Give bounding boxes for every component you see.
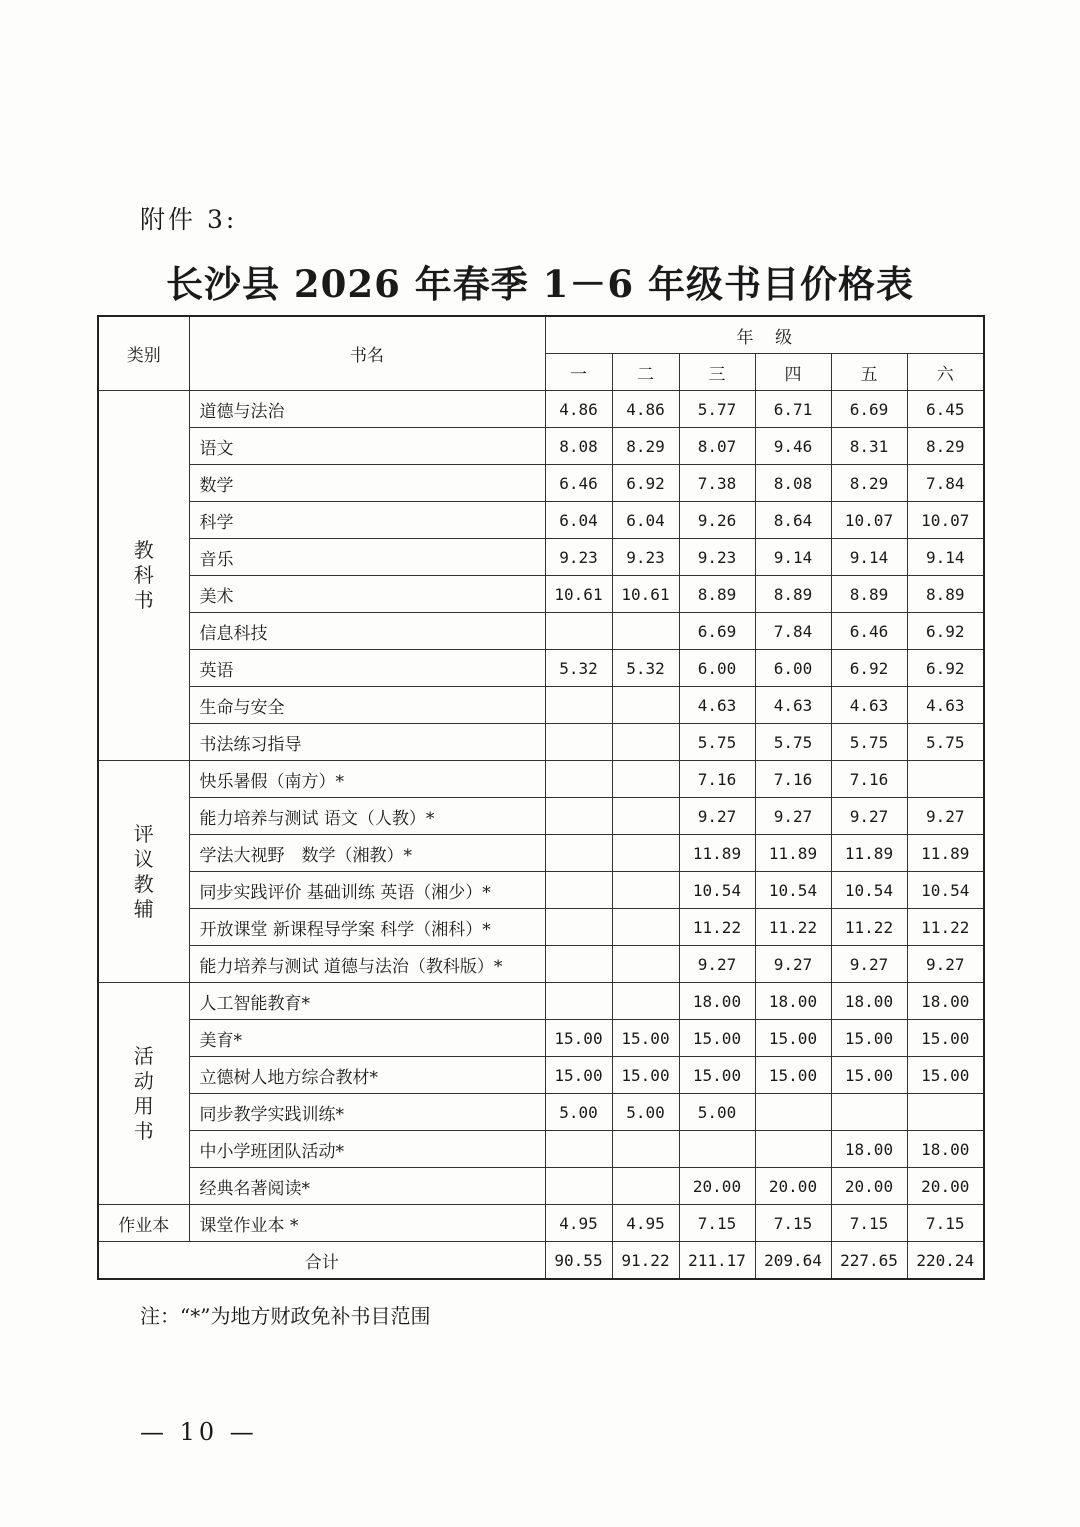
- price-grade-6: 6.45: [907, 391, 984, 428]
- table-row: [98, 1168, 984, 1205]
- category-cell: [98, 761, 189, 983]
- price-grade-5: 20.00: [831, 1168, 907, 1205]
- category-label: 活动用书: [133, 1043, 154, 1143]
- price-grade-1: [545, 983, 612, 1020]
- header-book-name: 书名: [189, 316, 545, 391]
- price-grade-2: 5.32: [612, 650, 679, 687]
- price-grade-2: [612, 1131, 679, 1168]
- page-title: 长沙县 2026 年春季 1－6 年级书目价格表: [166, 262, 914, 306]
- price-grade-6: 10.54: [907, 872, 984, 909]
- table-row: [98, 465, 984, 502]
- price-grade-4: 6.71: [755, 391, 831, 428]
- price-grade-5: 6.46: [831, 613, 907, 650]
- book-name: 立德树人地方综合教材*: [189, 1057, 545, 1094]
- price-grade-1: [545, 946, 612, 983]
- total-grade-4: 209.64: [755, 1242, 831, 1280]
- price-grade-4: 5.75: [755, 724, 831, 761]
- price-grade-6: 10.07: [907, 502, 984, 539]
- price-grade-2: [612, 983, 679, 1020]
- price-grade-5: 8.29: [831, 465, 907, 502]
- price-grade-6: [907, 761, 984, 798]
- price-grade-4: 20.00: [755, 1168, 831, 1205]
- price-grade-4: 8.89: [755, 576, 831, 613]
- price-grade-2: [612, 687, 679, 724]
- total-grade-2: 91.22: [612, 1242, 679, 1280]
- price-grade-2: 9.23: [612, 539, 679, 576]
- header-grade-5: 五: [831, 354, 907, 391]
- price-grade-5: 6.69: [831, 391, 907, 428]
- total-label: 合计: [98, 1242, 545, 1280]
- price-grade-3: 8.89: [679, 576, 755, 613]
- price-grade-1: 8.08: [545, 428, 612, 465]
- book-name: 同步教学实践训练*: [189, 1094, 545, 1131]
- page-number: — 10 —: [140, 1418, 258, 1446]
- price-grade-5: 11.89: [831, 835, 907, 872]
- header-grade-3: 三: [679, 354, 755, 391]
- price-grade-6: 7.84: [907, 465, 984, 502]
- price-grade-3: 7.16: [679, 761, 755, 798]
- book-name: 能力培养与测试 道德与法治（教科版）*: [189, 946, 545, 983]
- header-grade-6: 六: [907, 354, 984, 391]
- price-grade-2: 4.86: [612, 391, 679, 428]
- price-grade-1: [545, 761, 612, 798]
- price-grade-2: [612, 872, 679, 909]
- price-grade-3: 10.54: [679, 872, 755, 909]
- price-grade-3: 7.38: [679, 465, 755, 502]
- price-grade-5: 8.89: [831, 576, 907, 613]
- price-grade-5: 9.27: [831, 798, 907, 835]
- price-grade-2: [612, 835, 679, 872]
- price-grade-6: 8.29: [907, 428, 984, 465]
- price-grade-2: [612, 946, 679, 983]
- price-grade-3: 15.00: [679, 1057, 755, 1094]
- price-grade-5: 9.14: [831, 539, 907, 576]
- header-category: 类别: [98, 316, 189, 391]
- price-grade-2: 4.95: [612, 1205, 679, 1242]
- price-grade-6: 18.00: [907, 1131, 984, 1168]
- table-row: [98, 1131, 984, 1168]
- book-name: 科学: [189, 502, 545, 539]
- table-body: [98, 391, 984, 1242]
- price-grade-4: 9.27: [755, 798, 831, 835]
- price-grade-4: 18.00: [755, 983, 831, 1020]
- price-grade-5: 5.75: [831, 724, 907, 761]
- table-row: [98, 761, 984, 798]
- price-grade-1: 5.32: [545, 650, 612, 687]
- price-grade-1: [545, 872, 612, 909]
- price-grade-6: 8.89: [907, 576, 984, 613]
- price-grade-5: 18.00: [831, 1131, 907, 1168]
- category-cell: [98, 983, 189, 1205]
- price-grade-6: 15.00: [907, 1057, 984, 1094]
- category-label: 教科书: [133, 538, 154, 612]
- price-grade-6: 9.27: [907, 798, 984, 835]
- price-grade-5: 9.27: [831, 946, 907, 983]
- price-grade-3: 5.75: [679, 724, 755, 761]
- price-grade-3: 5.00: [679, 1094, 755, 1131]
- table-row: [98, 909, 984, 946]
- table-row: [98, 687, 984, 724]
- price-grade-2: [612, 724, 679, 761]
- attachment-label: 附件 3:: [140, 205, 238, 234]
- price-grade-1: 15.00: [545, 1057, 612, 1094]
- price-grade-5: 7.15: [831, 1205, 907, 1242]
- header-grade: 年 级: [545, 316, 984, 354]
- price-grade-4: 7.84: [755, 613, 831, 650]
- price-grade-4: [755, 1094, 831, 1131]
- total-grade-6: 220.24: [907, 1242, 984, 1280]
- price-grade-4: [755, 1131, 831, 1168]
- price-grade-3: 8.07: [679, 428, 755, 465]
- price-grade-3: 9.26: [679, 502, 755, 539]
- book-name: 音乐: [189, 539, 545, 576]
- price-grade-3: 9.27: [679, 798, 755, 835]
- price-grade-4: 6.00: [755, 650, 831, 687]
- book-name: 开放课堂 新课程导学案 科学（湘科）*: [189, 909, 545, 946]
- category-label: 作业本: [118, 1215, 170, 1236]
- price-grade-4: 7.16: [755, 761, 831, 798]
- price-grade-1: [545, 835, 612, 872]
- price-grade-5: 6.92: [831, 650, 907, 687]
- price-grade-2: 6.92: [612, 465, 679, 502]
- table-row: [98, 835, 984, 872]
- price-grade-2: [612, 798, 679, 835]
- category-cell: [98, 1205, 189, 1242]
- table-row: [98, 983, 984, 1020]
- price-grade-1: [545, 1131, 612, 1168]
- price-grade-4: 11.89: [755, 835, 831, 872]
- price-grade-4: 9.14: [755, 539, 831, 576]
- price-grade-2: 8.29: [612, 428, 679, 465]
- price-grade-5: 15.00: [831, 1057, 907, 1094]
- table-row: [98, 613, 984, 650]
- price-grade-2: 15.00: [612, 1020, 679, 1057]
- book-name: 经典名著阅读*: [189, 1168, 545, 1205]
- table-row: [98, 391, 984, 428]
- price-grade-5: 4.63: [831, 687, 907, 724]
- price-grade-6: 18.00: [907, 983, 984, 1020]
- header-grade-2: 二: [612, 354, 679, 391]
- price-grade-4: 8.64: [755, 502, 831, 539]
- price-grade-3: 11.22: [679, 909, 755, 946]
- total-grade-5: 227.65: [831, 1242, 907, 1280]
- book-name: 美育*: [189, 1020, 545, 1057]
- price-grade-6: [907, 1094, 984, 1131]
- book-name: 快乐暑假（南方）*: [189, 761, 545, 798]
- price-grade-5: 11.22: [831, 909, 907, 946]
- book-name: 英语: [189, 650, 545, 687]
- price-grade-2: [612, 613, 679, 650]
- price-grade-2: 6.04: [612, 502, 679, 539]
- price-grade-1: 15.00: [545, 1020, 612, 1057]
- price-grade-6: 4.63: [907, 687, 984, 724]
- price-grade-3: 20.00: [679, 1168, 755, 1205]
- price-grade-5: 8.31: [831, 428, 907, 465]
- price-grade-4: 11.22: [755, 909, 831, 946]
- price-grade-4: 4.63: [755, 687, 831, 724]
- price-grade-1: [545, 798, 612, 835]
- price-grade-1: 9.23: [545, 539, 612, 576]
- price-grade-3: 6.69: [679, 613, 755, 650]
- price-grade-3: 4.63: [679, 687, 755, 724]
- price-grade-5: 10.54: [831, 872, 907, 909]
- price-grade-4: 7.15: [755, 1205, 831, 1242]
- price-grade-2: [612, 1168, 679, 1205]
- book-name: 生命与安全: [189, 687, 545, 724]
- table-row: [98, 872, 984, 909]
- price-grade-1: [545, 724, 612, 761]
- price-grade-5: 15.00: [831, 1020, 907, 1057]
- price-grade-4: 8.08: [755, 465, 831, 502]
- book-name: 道德与法治: [189, 391, 545, 428]
- table-row: [98, 539, 984, 576]
- price-grade-1: 4.86: [545, 391, 612, 428]
- price-grade-6: 9.14: [907, 539, 984, 576]
- price-grade-4: 15.00: [755, 1057, 831, 1094]
- book-name: 中小学班团队活动*: [189, 1131, 545, 1168]
- price-grade-2: [612, 761, 679, 798]
- price-grade-6: 15.00: [907, 1020, 984, 1057]
- price-grade-5: 7.16: [831, 761, 907, 798]
- price-grade-6: 20.00: [907, 1168, 984, 1205]
- price-grade-1: [545, 909, 612, 946]
- price-grade-5: 10.07: [831, 502, 907, 539]
- book-name: 同步实践评价 基础训练 英语（湘少）*: [189, 872, 545, 909]
- book-name: 能力培养与测试 语文（人教）*: [189, 798, 545, 835]
- price-grade-1: 6.04: [545, 502, 612, 539]
- price-grade-6: 11.89: [907, 835, 984, 872]
- price-grade-5: 18.00: [831, 983, 907, 1020]
- price-grade-4: 15.00: [755, 1020, 831, 1057]
- price-grade-4: 9.27: [755, 946, 831, 983]
- price-grade-3: 11.89: [679, 835, 755, 872]
- header-grade-1: 一: [545, 354, 612, 391]
- price-grade-1: [545, 1168, 612, 1205]
- table-row: [98, 1057, 984, 1094]
- price-grade-6: 9.27: [907, 946, 984, 983]
- book-name: 信息科技: [189, 613, 545, 650]
- price-grade-3: [679, 1131, 755, 1168]
- price-grade-6: 6.92: [907, 613, 984, 650]
- price-grade-2: 5.00: [612, 1094, 679, 1131]
- table-row: [98, 1205, 984, 1242]
- price-grade-2: 15.00: [612, 1057, 679, 1094]
- header-row-top: [98, 316, 984, 354]
- book-name: 学法大视野 数学（湘教）*: [189, 835, 545, 872]
- price-grade-1: 10.61: [545, 576, 612, 613]
- price-grade-3: 9.23: [679, 539, 755, 576]
- book-name: 人工智能教育*: [189, 983, 545, 1020]
- table-row: [98, 724, 984, 761]
- price-grade-5: [831, 1094, 907, 1131]
- price-grade-2: 10.61: [612, 576, 679, 613]
- price-grade-1: [545, 613, 612, 650]
- book-name: 语文: [189, 428, 545, 465]
- table-row: [98, 428, 984, 465]
- total-grade-3: 211.17: [679, 1242, 755, 1280]
- price-grade-3: 18.00: [679, 983, 755, 1020]
- header-grade-4: 四: [755, 354, 831, 391]
- table-row: [98, 1020, 984, 1057]
- total-grade-1: 90.55: [545, 1242, 612, 1280]
- price-grade-6: 7.15: [907, 1205, 984, 1242]
- book-name: 数学: [189, 465, 545, 502]
- category-label: 评议教辅: [133, 821, 154, 921]
- table-row: [98, 650, 984, 687]
- price-grade-1: [545, 687, 612, 724]
- price-grade-2: [612, 909, 679, 946]
- price-grade-1: 4.95: [545, 1205, 612, 1242]
- price-grade-3: 9.27: [679, 946, 755, 983]
- book-name: 美术: [189, 576, 545, 613]
- price-grade-4: 10.54: [755, 872, 831, 909]
- price-grade-6: 5.75: [907, 724, 984, 761]
- price-grade-3: 6.00: [679, 650, 755, 687]
- price-grade-3: 5.77: [679, 391, 755, 428]
- price-grade-6: 6.92: [907, 650, 984, 687]
- category-cell: [98, 391, 189, 761]
- price-grade-3: 7.15: [679, 1205, 755, 1242]
- price-grade-6: 11.22: [907, 909, 984, 946]
- price-table: [97, 315, 985, 1280]
- price-grade-1: 5.00: [545, 1094, 612, 1131]
- table-row: [98, 502, 984, 539]
- footnote: 注：“*”为地方财政免补书目范围: [140, 1304, 431, 1328]
- book-name: 课堂作业本 *: [189, 1205, 545, 1242]
- total-row: [98, 1242, 984, 1280]
- price-grade-3: 15.00: [679, 1020, 755, 1057]
- table-row: [98, 946, 984, 983]
- price-grade-4: 9.46: [755, 428, 831, 465]
- table-row: [98, 1094, 984, 1131]
- table-row: [98, 798, 984, 835]
- book-name: 书法练习指导: [189, 724, 545, 761]
- table-row: [98, 576, 984, 613]
- price-grade-1: 6.46: [545, 465, 612, 502]
